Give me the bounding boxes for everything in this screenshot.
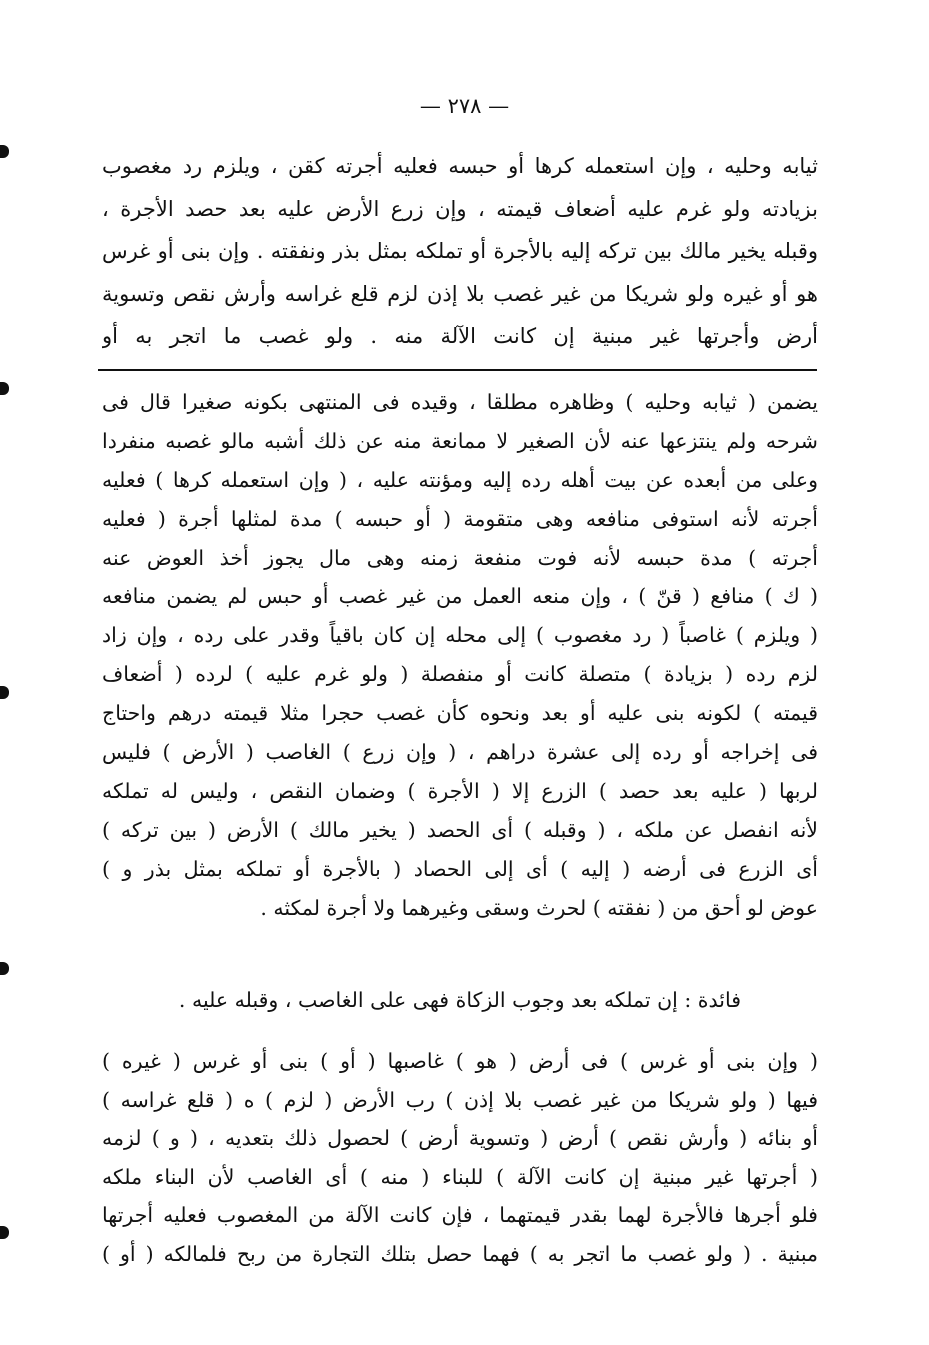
main-text — [102, 145, 818, 358]
commentary-line: ( أجرتها غير مبنية إن كانت الآلة ) للبناء ( منه ) أى الغاصب لأن البناء ملكه — [102, 1164, 818, 1189]
commentary-line: أو بنائه ( وأرش نقص ) أرض ( وتسوية أرض ) لحصول ذلك بتعديه ، ( و ) لزمه — [102, 1126, 818, 1151]
main-text-line: وقبله يخير مالك بين تركه إليه بالأجرة أو تملكه بمثل بذر ونفقته . وإن بنى أو غرس — [102, 239, 818, 263]
commentary-line: مبنية . ( ولو غصب ما اتجر به ) فهما حصل بتلك التجارة من ربح فلمالكه ( أو ) — [102, 1241, 818, 1266]
commentary-line: عوض لو أحق من ( نفقته ) لحرث وسقى وغيرهما ولا أجرة لمكثه . — [260, 895, 818, 920]
commentary-line: فى إخراجه أو رده إلى عشرة دراهم ، ( وإن زرع ) الغاصب ( الأرض ) فليس — [102, 740, 818, 765]
commentary-line: أجرته لأنه استوفى منافعه وهى متقومة ( أو حبسه ) مدة لمثلها أجرة ( فعليه — [102, 506, 818, 531]
separator-rule — [98, 369, 817, 371]
scan-margin-mark — [0, 382, 9, 395]
commentary — [102, 383, 818, 927]
main-text-line: أرض وأجرتها غير مبنية إن كانت الآلة منه . ولو غصب ما اتجر به أو — [102, 324, 818, 348]
commentary-line: وعلى من أبعده عن بيت أهله رده إليه ومؤنته عليه ، ( وإن استعمله كرها ) فعليه — [102, 467, 818, 492]
scan-margin-mark — [0, 962, 9, 975]
main-text-line: هو أو غيره ولو شريكا من غير غصب بلا إذن لزم قلع غراسه وأرش نقص وتسوية — [102, 281, 818, 306]
scan-margin-mark — [0, 1226, 9, 1239]
commentary-line: فيها ( ولو شريكا من غير غصب بلا إذن ) رب الأرض ( لزم ) ه ( قلع غراسه ) — [102, 1087, 818, 1112]
main-text-line: ثيابه وحليه ، وإن استعمله كرها أو حبسه فعليه أجرته كقن ، ويلزم رد مغصوب — [102, 154, 818, 178]
commentary-line: لأنه انفصل عن ملكه ، ( وقبله ) أى الحصد ( يخير مالك ) الأرض ( بين تركه ) — [102, 817, 818, 842]
commentary-line: شرحه ولم ينتزعها عنه لأن الصغير لا ممانعة منه عن ذلك أشبه مالو غصبه منفردا — [102, 428, 818, 453]
commentary-line: أجرته ) مدة حبسه لأنه فوت منفعة زمنه وهى مال يجوز أخذ العوض عنه — [102, 545, 818, 570]
faida-note: فائدة : إن تملكه بعد وجوب الزكاة فهى على الغاصب ، وقبله عليه . — [178, 988, 742, 1012]
commentary-line: يضمن ( ثيابه وحليه ) وظاهره مطلقا ، وقيده فى المنتهى بكونه صغيرا قال فى — [102, 390, 818, 414]
commentary-line: أى الزرع فى أرضه ( إليه ) أى إلى الحصاد ( بالأجرة أو تملكه بمثل بذر و ) — [102, 856, 818, 881]
main-text-line: بزيادته ولو غرم عليه أضعاف قيمته ، وإن زرع الأرض عليه بعد حصد الأجرة ، — [102, 196, 818, 221]
commentary-line: فلو أجرها فالأجرة لهما بقدر قيمتهما ، فإن كانت الآلة من المغصوب فعليه أجرتها — [102, 1203, 818, 1228]
scan-margin-mark — [0, 145, 9, 158]
commentary-line: قيمته ) لكونه بنى عليه أو بعد ونحوه كأن غصب حجرا مثلا قيمته درهم واحتاج — [102, 701, 818, 726]
scan-margin-mark — [0, 686, 9, 699]
commentary-line: ( ك ) منافع ( قنّ ) ، وإن منعه العمل من غير غصب أو حبس لم يضمن منافعه — [102, 584, 818, 609]
commentary-line: ( وإن بنى أو غرس ) فى أرض ( هو ) غاصبها ( أو ) بنى أو غرس ( غيره ) — [102, 1049, 818, 1073]
commentary-line: لربها ( عليه بعد حصد ) الزرع إلا ( الأجرة ) وضمان النقص ، وليس له تملكه — [102, 778, 818, 803]
page-number: — ٢٧٨ — — [419, 94, 510, 118]
commentary-continued — [102, 1042, 818, 1274]
commentary-line: ( ويلزم ) غاصباً ( رد مغصوب ) إلى محله إن كان باقياً وقدر على رده ، وإن زاد — [102, 623, 818, 648]
commentary-line: لزم رده ( بزيادة ) متصلة كانت أو منفصلة ( ولو غرم عليه ) لرده ( أضعاف — [102, 662, 818, 687]
